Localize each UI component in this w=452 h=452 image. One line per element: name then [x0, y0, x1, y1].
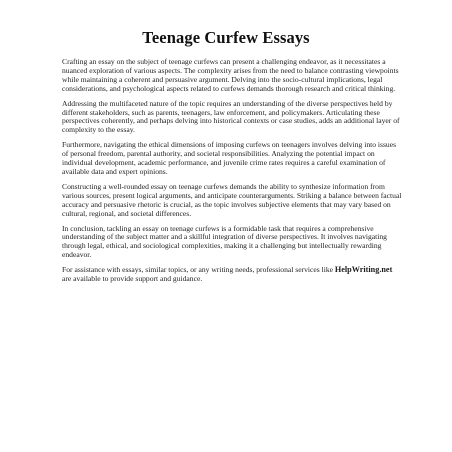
- paragraph-intro: Crafting an essay on the subject of teenage curfews can present a challenging endeavor, as it necessitates a nuanced exploration of various aspects. The complexity arises from the need to balance contrasting viewpoints while maintaining a coherent and persuasive argument. Delving into the socio-cultural implications, legal considerations, and psychological aspects related to curfews demands thorough research and critical thinking.: [62, 57, 399, 93]
- paragraph-ethics: Furthermore, navigating the ethical dimensions of imposing curfews on teenagers involves delving into issues of personal freedom, parental authority, and societal responsibilities. Analyzing the potential impact on individual development, academic performance, and juvenile crime rates requires a careful examination of available data and expert opinions.: [62, 140, 397, 176]
- document-title: Teenage Curfew Essays: [142, 28, 310, 47]
- paragraph-perspectives: Addressing the multifaceted nature of the topic requires an understanding of the diverse perspectives held by different stakeholders, such as parents, teenagers, law enforcement, and policymakers. Articulating these perspectives coherently, and perhaps delving into historical contexts or case studies, adds an additional layer of complexity to the essay.: [62, 98, 400, 135]
- assistance-text-lead: For assistance with essays, similar topics, or any writing needs, professional services like: [62, 265, 335, 275]
- document-body: [62, 58, 402, 290]
- assistance-text-tail: are available to provide support and guidance.: [62, 274, 203, 284]
- paragraph-construction: Constructing a well-rounded essay on teenage curfews demands the ability to synthesize information from various sources, present logical arguments, and anticipate counterarguments. Striking a balance between factual accuracy and persuasive rhetoric is crucial, as the topic involves subjective elements that may vary based on cultural, regional, and societal differences.: [62, 181, 402, 218]
- helpwriting-brand: HelpWriting.net: [334, 265, 393, 275]
- paragraph-conclusion: In conclusion, tackling an essay on teenage curfews is a formidable task that requires a comprehensive understanding of the subject matter and a skillful integration of diverse perspectives. It involves navigating through legal, ethical, and sociological complexities, making it a challenging but intellectually rewarding endeavor.: [62, 223, 387, 260]
- paragraph-assistance: [62, 266, 402, 284]
